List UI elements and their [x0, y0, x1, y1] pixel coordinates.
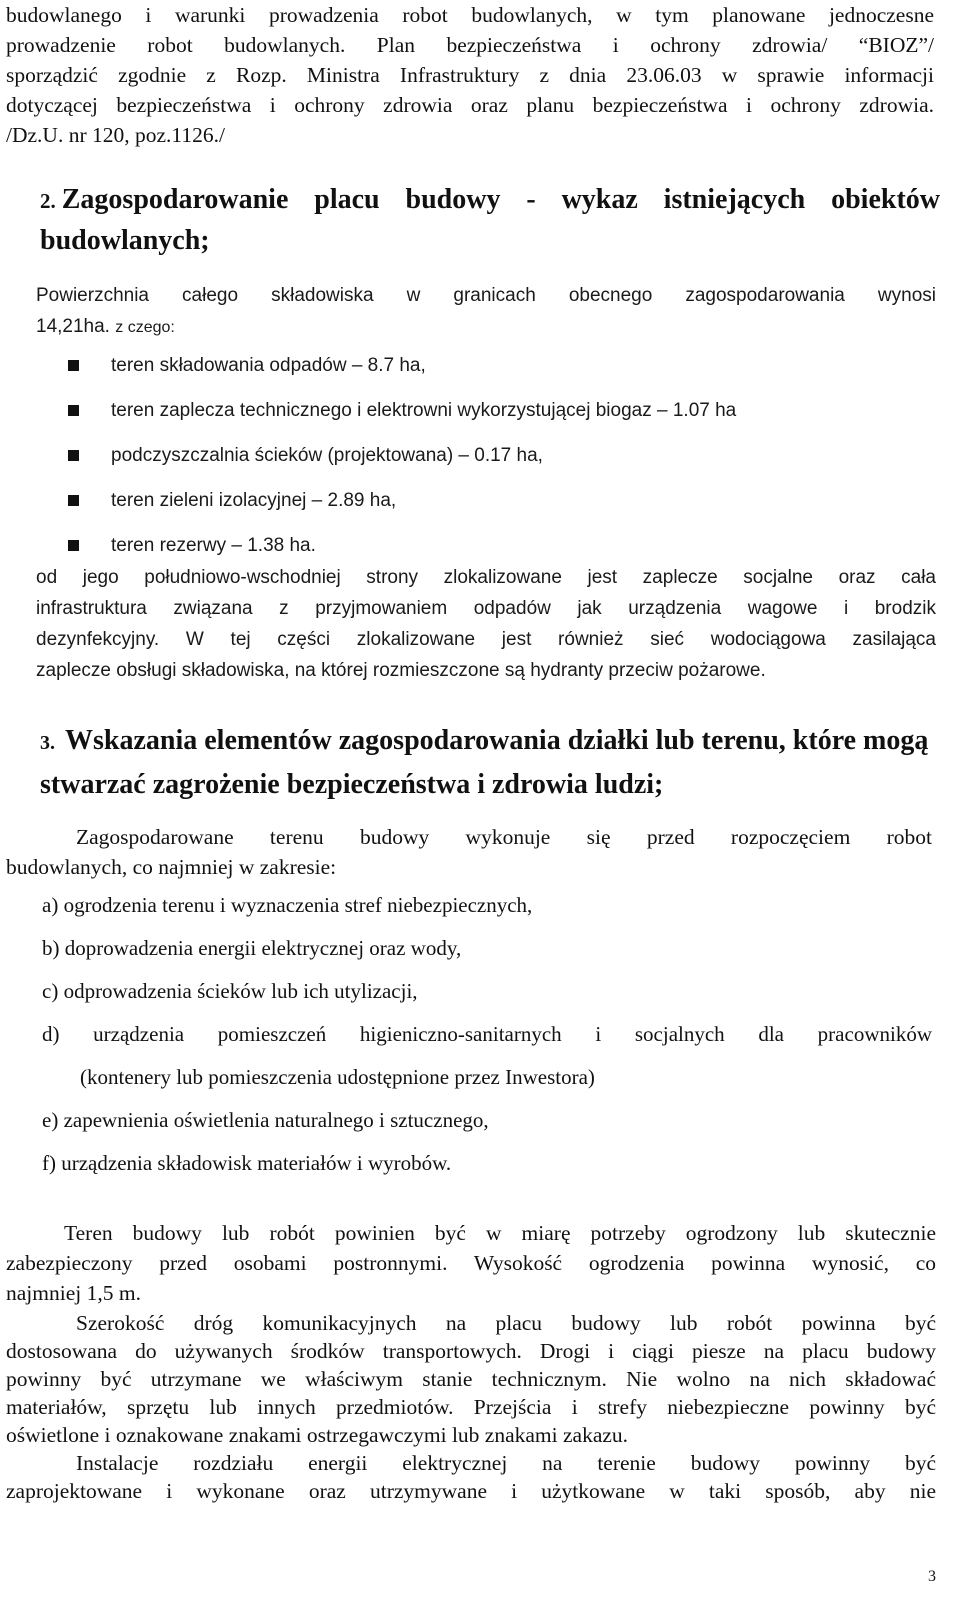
- list-item-text: teren rezerwy – 1.38 ha.: [111, 535, 316, 556]
- land-use-list: [68, 352, 736, 577]
- area-line-1: Powierzchnia całego składowiska w granicach obecnego zagospodarowania wynosi: [36, 285, 936, 306]
- list-item-text: teren zaplecza technicznego i elektrowni wykorzystującej biogaz – 1.07 ha: [111, 400, 737, 421]
- infrastructure-line-1: od jego południowo-wschodniej strony zlokalizowane jest zaplecze socjalne oraz cała: [36, 567, 936, 588]
- intro-line-2: prowadzenie robot budowlanych. Plan bezpieczeństwa i ochrony zdrowia/ “BIOZ”/: [6, 33, 934, 57]
- list-item-continuation: (kontenery lub pomieszczenia udostępnione przez Inwestora): [80, 1065, 595, 1089]
- list-item-text: podczyszczalnia ścieków (projektowana) – 0.17 ha,: [111, 445, 543, 466]
- list-item: f) urządzenia składowisk materiałów i wyrobów.: [42, 1151, 452, 1175]
- list-item: b) doprowadzenia energii elektrycznej oraz wody,: [42, 936, 462, 960]
- list-item: [68, 397, 736, 442]
- electrical-line-1: Instalacje rozdziału energii elektrycznej na terenie budowy powinny być: [76, 1451, 936, 1475]
- square-bullet-icon: [68, 495, 79, 506]
- electrical-line-2: zaprojektowane i wykonane oraz utrzymywane i użytkowane w taki sposób, aby nie: [6, 1479, 936, 1503]
- section-3-title-line-1: Wskazania elementów zagospodarowania działki lub terenu, które mogą: [65, 725, 929, 756]
- intro-line-5: /Dz.U. nr 120, poz.1126./: [6, 123, 225, 147]
- section-2-title-line-1: Zagospodarowanie placu budowy - wykaz istniejących obiektów: [61, 184, 940, 215]
- list-item: c) odprowadzenia ścieków lub ich utylizacji,: [42, 979, 418, 1003]
- square-bullet-icon: [68, 450, 79, 461]
- list-item: [68, 352, 736, 397]
- list-item-text: teren zieleni izolacyjnej – 2.89 ha,: [111, 490, 397, 511]
- page-number: 3: [928, 1568, 936, 1585]
- list-item: a) ogrodzenia terenu i wyznaczenia stref niebezpiecznych,: [42, 893, 533, 917]
- list-item: e) zapewnienia oświetlenia naturalnego i sztucznego,: [42, 1108, 489, 1132]
- square-bullet-icon: [68, 540, 79, 551]
- area-of-which: z czego:: [115, 319, 175, 336]
- infrastructure-line-3: dezynfekcyjny. W tej części zlokalizowane jest również sieć wodociągowa zasilająca: [36, 629, 936, 650]
- section-2-heading: [40, 180, 940, 261]
- intro-line-1: budowlanego i warunki prowadzenia robot budowlanych, w tym planowane jednoczesne: [6, 3, 934, 27]
- site-prep-list: [42, 890, 932, 1191]
- list-item: [68, 442, 736, 487]
- site-prep-line-1: Zagospodarowane terenu budowy wykonuje się przed rozpoczęciem robot: [76, 825, 932, 849]
- section-3-number: 3.: [40, 732, 55, 754]
- infrastructure-line-2: infrastruktura związana z przyjmowaniem odpadów jak urządzenia wagowe i brodzik: [36, 598, 936, 619]
- section-3-heading: [40, 720, 960, 806]
- fence-line-3: najmniej 1,5 m.: [6, 1281, 141, 1305]
- square-bullet-icon: [68, 360, 79, 371]
- section-2-title-line-2: budowlanych;: [40, 225, 210, 256]
- roads-line-1: Szerokość dróg komunikacyjnych na placu budowy lub robót powinna być: [76, 1311, 936, 1335]
- infrastructure-line-4: zaplecze obsługi składowiska, na której rozmieszczone są hydranty przeciw pożarowe.: [36, 660, 766, 681]
- site-prep-line-2: budowlanych, co najmniej w zakresie:: [6, 855, 337, 879]
- list-item: [68, 487, 736, 532]
- roads-line-2: dostosowana do używanych środków transportowych. Drogi i ciągi piesze na placu budowy: [6, 1339, 936, 1363]
- section-2-number: 2.: [40, 189, 56, 213]
- intro-line-3: sporządzić zgodnie z Rozp. Ministra Infrastruktury z dnia 23.06.03 w sprawie informacji: [6, 63, 934, 87]
- roads-line-4: materiałów, sprzętu lub innych przedmiotów. Przejścia i strefy niebezpieczne powinny być: [6, 1395, 936, 1419]
- roads-line-3: powinny być utrzymane we właściwym stanie technicznym. Nie wolno na nich składować: [6, 1367, 936, 1391]
- roads-line-5: oświetlone i oznakowane znakami ostrzegawczymi lub znakami zakazu.: [6, 1423, 629, 1447]
- intro-line-4: dotyczącej bezpieczeństwa i ochrony zdrowia oraz planu bezpieczeństwa i ochrony zdrowia.: [6, 93, 934, 117]
- area-total: 14,21ha.: [36, 316, 110, 337]
- section-3-title-line-2: stwarzać zagrożenie bezpieczeństwa i zdrowia ludzi;: [40, 769, 664, 800]
- square-bullet-icon: [68, 405, 79, 416]
- fence-line-2: zabezpieczony przed osobami postronnymi. Wysokość ogrodzenia powinna wynosić, co: [6, 1251, 936, 1275]
- area-line-2: [36, 311, 936, 343]
- fence-line-1: Teren budowy lub robót powinien być w miarę potrzeby ogrodzony lub skutecznie: [64, 1221, 936, 1245]
- list-item: d) urządzenia pomieszczeń higieniczno-sanitarnych i socjalnych dla pracowników: [42, 1022, 932, 1046]
- list-item-text: teren składowania odpadów – 8.7 ha,: [111, 355, 426, 376]
